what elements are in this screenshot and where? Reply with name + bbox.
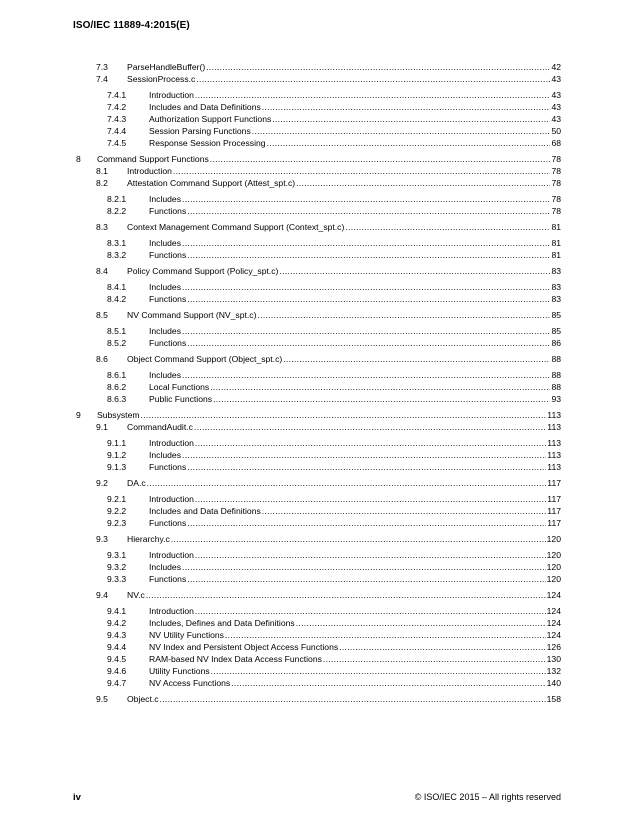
- toc-entry[interactable]: [107, 605, 561, 617]
- toc-entry-number: 9.4.7: [107, 678, 127, 688]
- toc-entry-number: 8: [76, 154, 81, 164]
- toc-entry-number: 8.5.1: [107, 326, 127, 336]
- toc-entry[interactable]: [96, 165, 561, 177]
- toc-entry-title: Functions: [149, 294, 187, 304]
- toc-dot-leader: [252, 125, 551, 137]
- toc-entry-number: 9.3.3: [107, 574, 127, 584]
- toc-dot-leader: [283, 353, 550, 365]
- toc-dot-leader: [187, 293, 550, 305]
- toc-entry-number: 7.4.4: [107, 126, 127, 136]
- toc-entry-page: 88: [551, 370, 561, 380]
- toc-entry-title: Functions: [149, 518, 187, 528]
- toc-entry-number: 7.4: [96, 74, 108, 84]
- toc-entry-number: 9.1.3: [107, 462, 127, 472]
- toc-entry[interactable]: [96, 589, 561, 601]
- toc-entry-page: 117: [547, 506, 561, 516]
- toc-dot-leader: [210, 381, 550, 393]
- toc-entry-number: 9.4: [96, 590, 108, 600]
- toc-entry-title: Functions: [149, 462, 187, 472]
- toc-entry-page: 120: [546, 562, 561, 572]
- toc-entry-page: 83: [551, 294, 561, 304]
- toc-entry-number: 8.3.1: [107, 238, 127, 248]
- copyright-notice: © ISO/IEC 2015 – All rights reserved: [414, 792, 561, 802]
- toc-entry[interactable]: [107, 641, 561, 653]
- toc-entry-number: 8.6: [96, 354, 108, 364]
- toc-entry-title: Utility Functions: [149, 666, 210, 676]
- toc-entry-page: 43: [551, 74, 561, 84]
- toc-dot-leader: [196, 73, 550, 85]
- toc-dot-leader: [171, 533, 546, 545]
- toc-entry[interactable]: [107, 617, 561, 629]
- toc-entry-page: 42: [551, 62, 561, 72]
- toc-entry-page: 88: [551, 354, 561, 364]
- toc-entry-number: 8.2.1: [107, 194, 127, 204]
- toc-entry-title: Includes: [149, 238, 182, 248]
- toc-entry-title: Introduction: [127, 166, 172, 176]
- toc-dot-leader: [187, 337, 550, 349]
- toc-entry-page: 88: [551, 382, 561, 392]
- toc-dot-leader: [147, 477, 547, 489]
- toc-entry[interactable]: [107, 437, 561, 449]
- toc-entry-number: 8.6.2: [107, 382, 127, 392]
- toc-entry-number: 7.4.2: [107, 102, 127, 112]
- toc-entry-title: Includes: [149, 370, 182, 380]
- toc-entry-page: 113: [547, 410, 561, 420]
- toc-entry-title: Public Functions: [149, 394, 213, 404]
- toc-dot-leader: [182, 449, 546, 461]
- toc-entry-number: 8.2.2: [107, 206, 127, 216]
- toc-entry-title: Includes: [149, 194, 182, 204]
- toc-dot-leader: [210, 153, 551, 165]
- toc-entry-number: 8.4.2: [107, 294, 127, 304]
- toc-entry[interactable]: [107, 393, 561, 405]
- toc-entry[interactable]: [107, 125, 561, 137]
- toc-entry-number: 8.6.1: [107, 370, 127, 380]
- toc-dot-leader: [339, 641, 546, 653]
- toc-dot-leader: [182, 281, 550, 293]
- toc-dot-leader: [206, 61, 550, 73]
- toc-entry[interactable]: [107, 249, 561, 261]
- toc-entry-title: Functions: [149, 338, 187, 348]
- toc-entry-title: DA.c: [127, 478, 146, 488]
- document-id-header: ISO/IEC 11889-4:2015(E): [73, 20, 190, 31]
- toc-dot-leader: [262, 505, 547, 517]
- toc-dot-leader: [182, 237, 550, 249]
- toc-entry-page: 130: [546, 654, 561, 664]
- toc-entry[interactable]: [96, 177, 561, 189]
- toc-entry-page: 158: [546, 694, 561, 704]
- toc-entry-number: 9.3.1: [107, 550, 127, 560]
- toc-entry-number: 8.1: [96, 166, 108, 176]
- toc-dot-leader: [225, 629, 546, 641]
- toc-entry-page: 78: [551, 206, 561, 216]
- toc-entry-page: 81: [551, 222, 561, 232]
- toc-entry[interactable]: [107, 101, 561, 113]
- toc-dot-leader: [173, 165, 551, 177]
- toc-entry-number: 9.4.5: [107, 654, 127, 664]
- toc-entry-page: 86: [551, 338, 561, 348]
- toc-entry[interactable]: [107, 137, 561, 149]
- toc-entry[interactable]: [107, 561, 561, 573]
- toc-entry[interactable]: [107, 449, 561, 461]
- toc-dot-leader: [182, 325, 550, 337]
- toc-entry-page: 124: [546, 606, 561, 616]
- toc-entry[interactable]: [96, 61, 561, 73]
- toc-dot-leader: [195, 89, 551, 101]
- toc-entry[interactable]: [107, 337, 561, 349]
- toc-entry[interactable]: [96, 265, 561, 277]
- toc-entry-title: NV Command Support (NV_spt.c): [127, 310, 257, 320]
- toc-entry[interactable]: [107, 281, 561, 293]
- toc-entry[interactable]: [96, 221, 561, 233]
- toc-entry-title: Policy Command Support (Policy_spt.c): [127, 266, 279, 276]
- toc-entry[interactable]: [96, 477, 561, 489]
- toc-entry[interactable]: [107, 517, 561, 529]
- toc-entry-page: 85: [551, 326, 561, 336]
- toc-entry-title: Subsystem: [97, 410, 140, 420]
- toc-entry-page: 83: [551, 266, 561, 276]
- toc-entry[interactable]: [107, 293, 561, 305]
- toc-entry-page: 140: [546, 678, 561, 688]
- toc-entry-page: 78: [551, 178, 561, 188]
- toc-entry[interactable]: [96, 533, 561, 545]
- toc-dot-leader: [345, 221, 550, 233]
- toc-entry-page: 93: [551, 394, 561, 404]
- toc-entry[interactable]: [76, 153, 561, 165]
- toc-entry-page: 117: [547, 518, 561, 528]
- toc-entry-page: 85: [551, 310, 561, 320]
- toc-dot-leader: [272, 113, 550, 125]
- toc-entry-title: Functions: [149, 250, 187, 260]
- toc-entry-title: Hierarchy.c: [127, 534, 170, 544]
- toc-entry-number: 9.2.3: [107, 518, 127, 528]
- toc-entry-title: Functions: [149, 574, 187, 584]
- toc-entry-number: 8.3: [96, 222, 108, 232]
- toc-entry-page: 132: [546, 666, 561, 676]
- toc-entry[interactable]: [107, 493, 561, 505]
- toc-entry[interactable]: [107, 549, 561, 561]
- toc-entry[interactable]: [107, 325, 561, 337]
- toc-entry-title: NV Index and Persistent Object Access Functions: [149, 642, 339, 652]
- toc-entry[interactable]: [76, 409, 561, 421]
- toc-entry-number: 8.5: [96, 310, 108, 320]
- toc-entry-number: 9.3.2: [107, 562, 127, 572]
- toc-entry[interactable]: [107, 89, 561, 101]
- toc-entry-page: 81: [551, 250, 561, 260]
- toc-entry-title: Introduction: [149, 550, 194, 560]
- toc-entry-title: Includes: [149, 562, 182, 572]
- toc-dot-leader: [195, 493, 546, 505]
- toc-entry-title: SessionProcess.c: [127, 74, 196, 84]
- toc-entry-title: Object.c: [127, 694, 159, 704]
- toc-entry-number: 7.4.3: [107, 114, 127, 124]
- toc-dot-leader: [262, 101, 551, 113]
- toc-entry[interactable]: [107, 237, 561, 249]
- toc-dot-leader: [279, 265, 550, 277]
- toc-entry[interactable]: [96, 353, 561, 365]
- toc-entry-number: 8.4.1: [107, 282, 127, 292]
- toc-entry-title: Includes, Defines and Data Definitions: [149, 618, 295, 628]
- toc-dot-leader: [194, 421, 546, 433]
- toc-entry-page: 78: [551, 154, 561, 164]
- toc-entry-page: 43: [551, 102, 561, 112]
- toc-dot-leader: [146, 589, 546, 601]
- toc-entry-title: Introduction: [149, 606, 194, 616]
- toc-dot-leader: [323, 653, 546, 665]
- toc-entry[interactable]: [107, 381, 561, 393]
- toc-entry-number: 9.4.2: [107, 618, 127, 628]
- toc-entry-page: 124: [546, 590, 561, 600]
- toc-entry-title: Includes and Data Definitions: [149, 102, 261, 112]
- toc-entry-number: 8.3.2: [107, 250, 127, 260]
- toc-entry[interactable]: [107, 629, 561, 641]
- toc-entry-title: NV Access Functions: [149, 678, 231, 688]
- toc-entry-number: 8.4: [96, 266, 108, 276]
- toc-entry-number: 9.1.2: [107, 450, 127, 460]
- toc-entry[interactable]: [107, 461, 561, 473]
- toc-entry-title: Functions: [149, 206, 187, 216]
- toc-entry-page: 68: [551, 138, 561, 148]
- toc-entry-title: Local Functions: [149, 382, 210, 392]
- toc-entry-title: Response Session Processing: [149, 138, 266, 148]
- toc-entry[interactable]: [107, 369, 561, 381]
- toc-entry-title: Includes and Data Definitions: [149, 506, 261, 516]
- toc-entry-number: 9.1: [96, 422, 108, 432]
- toc-entry-number: 7.4.5: [107, 138, 127, 148]
- page-number: iv: [73, 792, 81, 803]
- toc-entry-title: RAM-based NV Index Data Access Functions: [149, 654, 322, 664]
- toc-entry-title: NV Utility Functions: [149, 630, 224, 640]
- toc-entry-page: 120: [546, 534, 561, 544]
- toc-entry-page: 113: [547, 422, 561, 432]
- toc-dot-leader: [195, 549, 546, 561]
- toc-entry-number: 9.1.1: [107, 438, 127, 448]
- toc-entry-number: 9: [76, 410, 81, 420]
- toc-dot-leader: [160, 693, 546, 705]
- toc-entry-title: ParseHandleBuffer(): [127, 62, 206, 72]
- toc-entry-page: 120: [546, 550, 561, 560]
- toc-entry-title: Introduction: [149, 494, 194, 504]
- toc-entry-number: 9.2.1: [107, 494, 127, 504]
- toc-entry-title: Authorization Support Functions: [149, 114, 272, 124]
- toc-entry-number: 7.4.1: [107, 90, 127, 100]
- toc-dot-leader: [187, 249, 550, 261]
- toc-entry-number: 8.2: [96, 178, 108, 188]
- toc-entry-title: Introduction: [149, 438, 194, 448]
- toc-entry-number: 9.4.1: [107, 606, 127, 616]
- toc-entry-page: 78: [551, 166, 561, 176]
- toc-entry-title: NV.c: [127, 590, 145, 600]
- toc-entry[interactable]: [107, 653, 561, 665]
- toc-entry-number: 9.2.2: [107, 506, 127, 516]
- toc-entry-title: Attestation Command Support (Attest_spt.c): [127, 178, 296, 188]
- toc-entry[interactable]: [107, 677, 561, 689]
- toc-dot-leader: [296, 177, 550, 189]
- toc-dot-leader: [187, 461, 546, 473]
- toc-entry-page: 78: [551, 194, 561, 204]
- toc-entry-page: 117: [547, 494, 561, 504]
- toc-entry[interactable]: [107, 205, 561, 217]
- toc-entry[interactable]: [96, 73, 561, 85]
- toc-entry-page: 126: [546, 642, 561, 652]
- toc-dot-leader: [231, 677, 545, 689]
- toc-dot-leader: [213, 393, 550, 405]
- toc-dot-leader: [187, 517, 546, 529]
- toc-entry-title: Includes: [149, 282, 182, 292]
- toc-entry-title: Context Management Command Support (Context_spt.c): [127, 222, 345, 232]
- toc-entry-number: 7.3: [96, 62, 108, 72]
- toc-entry-number: 9.4.4: [107, 642, 127, 652]
- toc-entry-number: 8.6.3: [107, 394, 127, 404]
- toc-entry[interactable]: [107, 573, 561, 585]
- toc-entry[interactable]: [96, 693, 561, 705]
- toc-dot-leader: [182, 193, 550, 205]
- toc-dot-leader: [211, 665, 546, 677]
- toc-entry[interactable]: [107, 665, 561, 677]
- toc-entry-page: 43: [551, 90, 561, 100]
- toc-entry-page: 120: [546, 574, 561, 584]
- toc-entry[interactable]: [96, 309, 561, 321]
- toc-dot-leader: [141, 409, 547, 421]
- toc-dot-leader: [257, 309, 550, 321]
- toc-entry-page: 83: [551, 282, 561, 292]
- toc-entry-number: 8.5.2: [107, 338, 127, 348]
- toc-entry[interactable]: [107, 113, 561, 125]
- toc-entry-title: CommandAudit.c: [127, 422, 193, 432]
- toc-dot-leader: [195, 605, 546, 617]
- toc-entry-page: 113: [547, 462, 561, 472]
- toc-entry-number: 9.4.3: [107, 630, 127, 640]
- toc-dot-leader: [267, 137, 551, 149]
- toc-entry-page: 124: [546, 618, 561, 628]
- toc-entry-title: Session Parsing Functions: [149, 126, 251, 136]
- toc-entry-page: 81: [551, 238, 561, 248]
- toc-entry-number: 9.2: [96, 478, 108, 488]
- toc-dot-leader: [182, 561, 546, 573]
- toc-entry-title: Includes: [149, 450, 182, 460]
- toc-dot-leader: [187, 205, 550, 217]
- toc-entry-page: 124: [546, 630, 561, 640]
- toc-entry[interactable]: [107, 193, 561, 205]
- toc-dot-leader: [296, 617, 546, 629]
- toc-entry-page: 113: [547, 450, 561, 460]
- toc-dot-leader: [182, 369, 550, 381]
- toc-entry-number: 9.4.6: [107, 666, 127, 676]
- toc-dot-leader: [187, 573, 545, 585]
- toc-entry-number: 9.3: [96, 534, 108, 544]
- toc-entry[interactable]: [107, 505, 561, 517]
- toc-entry-number: 9.5: [96, 694, 108, 704]
- toc-entry[interactable]: [96, 421, 561, 433]
- toc-dot-leader: [195, 437, 546, 449]
- toc-entry-page: 43: [551, 114, 561, 124]
- toc-entry-page: 117: [547, 478, 561, 488]
- toc-entry-page: 50: [551, 126, 561, 136]
- toc-entry-title: Object Command Support (Object_spt.c): [127, 354, 283, 364]
- toc-entry-title: Command Support Functions: [97, 154, 209, 164]
- toc-entry-title: Introduction: [149, 90, 194, 100]
- toc-entry-title: Includes: [149, 326, 182, 336]
- toc-entry-page: 113: [547, 438, 561, 448]
